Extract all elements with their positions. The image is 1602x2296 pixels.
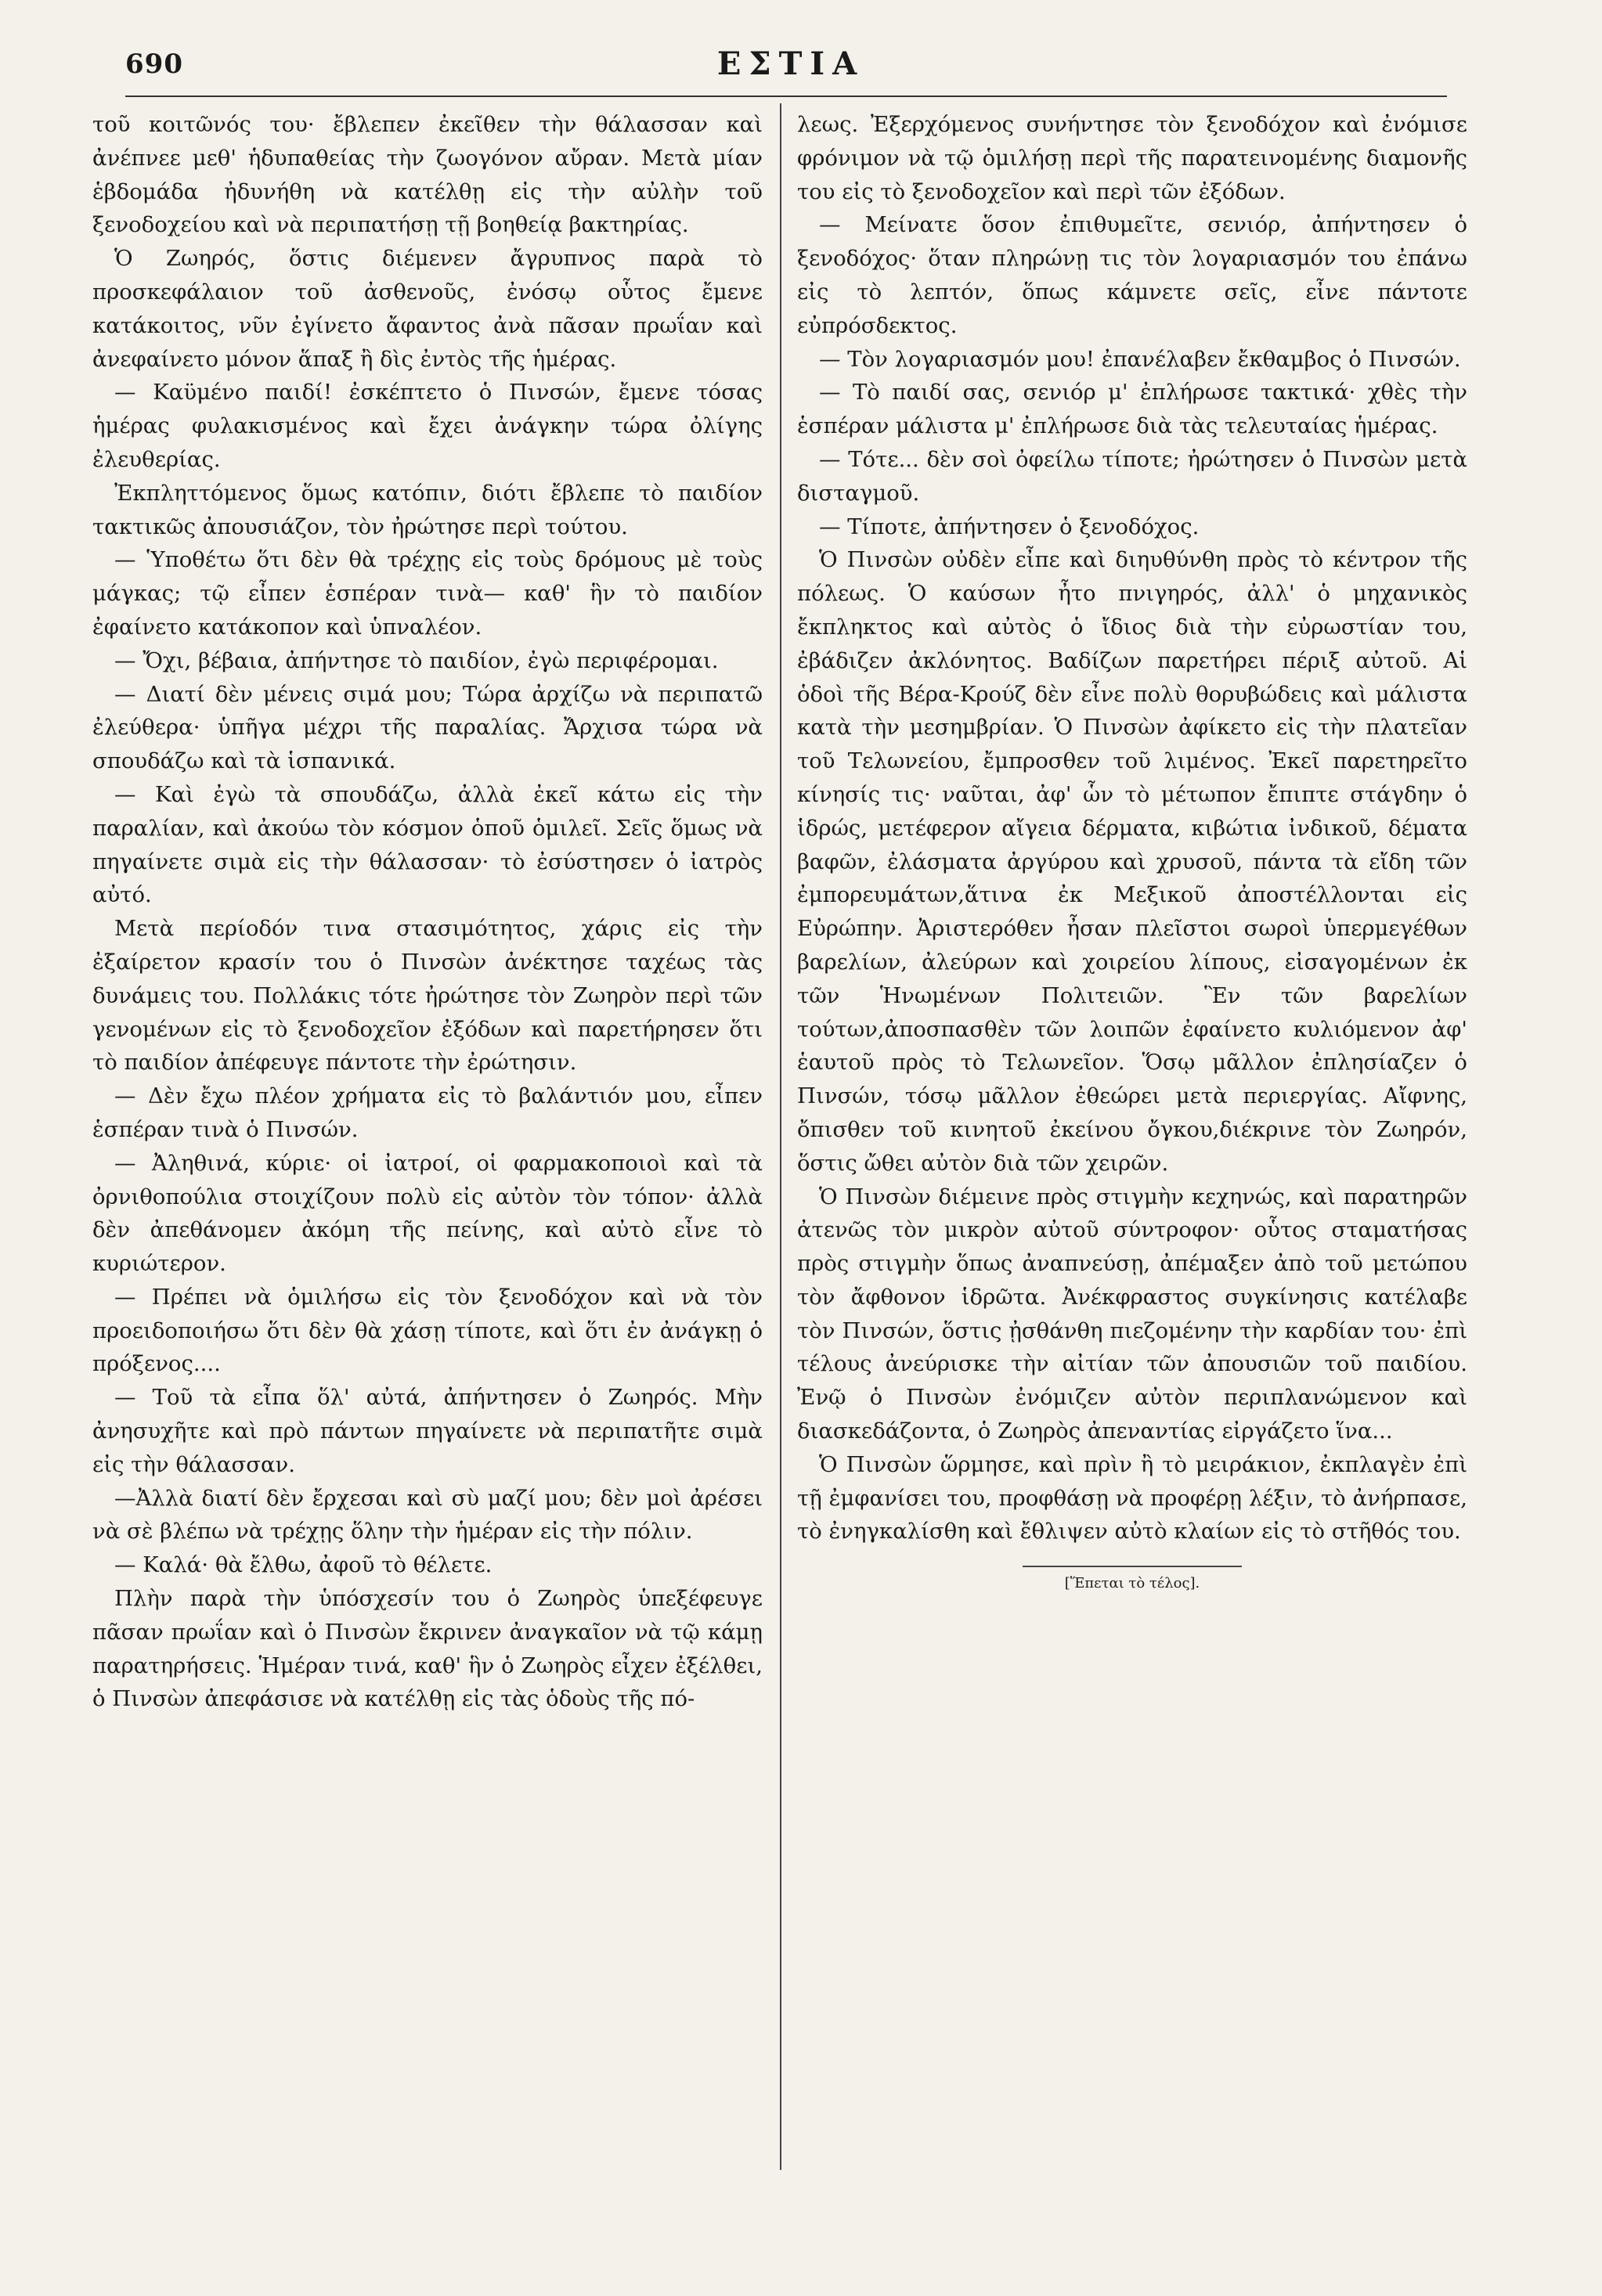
paragraph: Μετὰ περίοδόν τινα στασιμότητος, χάρις εἰς τὴν ἐξαίρετον κρασίν του ὁ Πινσὼν ἀνέκτησε ταχέως τὰς δυνάμεις του. Πολλάκις τότε ἠρώτησε τὸν Ζωηρὸν περὶ τῶν γενομένων εἰς τὸ ξενοδοχεῖον ἐξόδων καὶ παρετήρησεν ὅτι τὸ παιδίον ἀπέφευγε πάντοτε τὴν ἐρώτησιν.	[92, 916, 763, 1076]
page-header	[125, 41, 1456, 96]
continuation-note: [Ἕπεται τὸ τέλος].	[1064, 1575, 1200, 1592]
paragraph: Ὁ Ζωηρός, ὅστις διέμενεν ἄγρυπνος παρὰ τὸ προσκεφάλαιον τοῦ ἀσθενοῦς, ἐνόσῳ οὗτος ἔμενε κατάκοιτος, νῦν ἐγίνετο ἄφαντος ἀνὰ πᾶσαν πρωΐαν καὶ ἀνεφαίνετο μόνον ἅπαξ ἢ δὶς ἐντὸς τῆς ἡμέρας.	[92, 246, 763, 372]
right-column	[797, 108, 1467, 2269]
header-rule	[125, 96, 1447, 97]
paragraph: — Καλά· θὰ ἔλθω, ἀφοῦ τὸ θέλετε.	[114, 1552, 493, 1578]
paragraph: — Διατί δὲν μένεις σιμά μου; Τώρα ἀρχίζω νὰ περιπατῶ ἐλεύθερα· ὑπῆγα μέχρι τῆς παραλίας. Ἄρχισα τώρα νὰ σπουδάζω καὶ τὰ ἱσπανικά.	[92, 681, 763, 774]
paragraph: — Τίποτε, ἀπήντησεν ὁ ξενοδόχος.	[819, 514, 1200, 539]
paragraph: — Πρέπει νὰ ὁμιλήσω εἰς τὸν ξενοδόχον καὶ νὰ τὸν προειδοποιήσω ὅτι δὲν θὰ χάσῃ τίποτε, καὶ ὅτι ἐν ἀνάγκῃ ὁ πρόξενος....	[92, 1284, 763, 1377]
paragraph: — Δὲν ἔχω πλέον χρήματα εἰς τὸ βαλάντιόν μου, εἶπεν ἑσπέραν τινὰ ὁ Πινσών.	[92, 1083, 763, 1142]
running-title: ΕΣΤΙΑ	[716, 45, 865, 82]
paragraph: τοῦ κοιτῶνός του· ἔβλεπεν ἐκεῖθεν τὴν θάλασσαν καὶ ἀνέπνεε μεθ' ἡδυπαθείας τὴν ζωογόνον αὔραν. Μετὰ μίαν ἑβδομάδα ἠδυνήθη νὰ κατέλθῃ εἰς τὴν αὐλὴν τοῦ ξενοδοχείου καὶ νὰ περιπατήσῃ τῇ βοηθείᾳ βακτηρίας.	[92, 112, 763, 238]
paragraph: — Μείνατε ὅσον ἐπιθυμεῖτε, σενιόρ, ἀπήντησεν ὁ ξενοδόχος· ὅταν πληρώνῃ τις τὸν λογαριασμόν του ἐπάνω εἰς τὸ λεπτόν, ὅπως κάμνετε σεῖς, εἶνε πάντοτε εὐπρόσδεκτος.	[797, 212, 1467, 338]
column-divider	[780, 103, 781, 2170]
paragraph: — Τότε... δὲν σοὶ ὀφείλω τίποτε; ἠρώτησεν ὁ Πινσὼν μετὰ δισταγμοῦ.	[797, 446, 1467, 506]
paragraph: — Καὶ ἐγὼ τὰ σπουδάζω, ἀλλὰ ἐκεῖ κάτω εἰς τὴν παραλίαν, καὶ ἀκούω τὸν κόσμον ὁποῦ ὁμιλεῖ. Σεῖς ὅμως νὰ πηγαίνετε σιμὰ εἰς τὴν θάλασσαν· τὸ ἐσύστησεν ὁ ἰατρὸς αὐτό.	[92, 781, 763, 908]
paragraph: — Ἀληθινά, κύριε· οἱ ἰατροί, οἱ φαρμακοποιοὶ καὶ τὰ ὀρνιθοπούλια στοιχίζουν πολὺ εἰς αὐτὸν τὸν τόπον· ἀλλὰ δὲν ἀπεθάνομεν ἀκόμη τῆς πείνης, καὶ αὐτὸ εἶνε τὸ κυριώτερον.	[92, 1150, 763, 1277]
paragraph: Ὁ Πινσὼν διέμεινε πρὸς στιγμὴν κεχηνώς, καὶ παρατηρῶν ἀτενῶς τὸν μικρὸν αὐτοῦ σύντροφον· οὗτος σταματήσας πρὸς στιγμὴν ὅπως ἀναπνεύσῃ, ἀπέμαξεν ἀπὸ τοῦ μετώπου τὸν ἄφθονον ἱδρῶτα. Ἀνέκφραστος συγκίνησις κατέλαβε τὸν Πινσών, ὅστις ᾐσθάνθη πιεζομένην τὴν καρδίαν του· ἐπὶ τέλους ἀνεύρισκε τὴν αἰτίαν τῶν ἀπουσιῶν τοῦ παιδίου. Ἐνῷ ὁ Πινσὼν ἐνόμιζεν αὐτὸν περιπλανώμενον καὶ διασκεδάζοντα, ὁ Ζωηρὸς ἀπεναντίας εἰργάζετο ἵνα...	[797, 1184, 1467, 1444]
paragraph: Πλὴν παρὰ τὴν ὑπόσχεσίν του ὁ Ζωηρὸς ὑπεξέφευγε πᾶσαν πρωΐαν καὶ ὁ Πινσὼν ἔκρινεν ἀναγκαῖον νὰ τῷ κάμῃ παρατηρήσεις. Ἡμέραν τινά, καθ' ἣν ὁ Ζωηρὸς εἶχεν ἐξέλθει, ὁ Πινσὼν ἀπεφάσισε νὰ κατέλθῃ εἰς τὰς ὁδοὺς τῆς πό-	[92, 1586, 763, 1712]
closing-rule	[1023, 1566, 1242, 1567]
page-number: 690	[125, 49, 183, 80]
paragraph: —Ἀλλὰ διατί δὲν ἔρχεσαι καὶ σὺ μαζί μου; δὲν μοὶ ἀρέσει νὰ σὲ βλέπω νὰ τρέχῃς ὅλην τὴν ἡμέραν εἰς τὴν πόλιν.	[92, 1485, 763, 1544]
paragraph: Ἐκπληττόμενος ὅμως κατόπιν, διότι ἔβλεπε τὸ παιδίον τακτικῶς ἀπουσιάζον, τὸν ἠρώτησε περὶ τούτου.	[92, 480, 763, 539]
paragraph: Ὁ Πινσὼν ὥρμησε, καὶ πρὶν ἢ τὸ μειράκιον, ἐκπλαγὲν ἐπὶ τῇ ἐμφανίσει του, προφθάσῃ νὰ προφέρῃ λέξιν, τὸ ἀνήρπασε, τὸ ἐνηγκαλίσθη καὶ ἔθλιψεν αὐτὸ κλαίων εἰς τὸ στῆθός του.	[797, 1451, 1467, 1544]
paragraph: — Τὸν λογαριασμόν μου! ἐπανέλαβεν ἔκθαμβος ὁ Πινσών.	[819, 346, 1461, 372]
paragraph: — Τὸ παιδί σας, σενιόρ μ' ἐπλήρωσε τακτικά· χθὲς τὴν ἑσπέραν μάλιστα μ' ἐπλήρωσε διὰ τὰς τελευταίας ἡμέρας.	[797, 380, 1467, 439]
paragraph: — Τοῦ τὰ εἶπα ὅλ' αὐτά, ἀπήντησεν ὁ Ζωηρός. Μὴν ἀνησυχῆτε καὶ πρὸ πάντων πηγαίνετε νὰ περιπατῆτε σιμὰ εἰς τὴν θάλασσαν.	[92, 1385, 763, 1477]
paragraph: λεως. Ἐξερχόμενος συνήντησε τὸν ξενοδόχον καὶ ἐνόμισε φρόνιμον νὰ τῷ ὁμιλήσῃ περὶ τῆς παρατεινομένης διαμονῆς του εἰς τὸ ξενοδοχεῖον καὶ περὶ τῶν ἐξόδων.	[797, 112, 1467, 204]
paragraph: — Ὄχι, βέβαια, ἀπήντησε τὸ παιδίον, ἐγὼ περιφέρομαι.	[114, 647, 719, 673]
left-column	[92, 108, 763, 2269]
paragraph: — Ὑποθέτω ὅτι δὲν θὰ τρέχῃς εἰς τοὺς δρόμους μὲ τοὺς μάγκας; τῷ εἶπεν ἑσπέραν τινὰ— καθ' ἣν τὸ παιδίον ἐφαίνετο κατάκοπον καὶ ὑπναλέον.	[92, 547, 763, 640]
paragraph: — Καϋμένο παιδί! ἐσκέπτετο ὁ Πινσών, ἔμενε τόσας ἡμέρας φυλακισμένος καὶ ἔχει ἀνάγκην τώρα ὀλίγης ἐλευθερίας.	[92, 380, 763, 472]
paragraph: Ὁ Πινσὼν οὐδὲν εἶπε καὶ διηυθύνθη πρὸς τὸ κέντρον τῆς πόλεως. Ὁ καύσων ἦτο πνιγηρός, ἀλλ' ὁ μηχανικὸς ἔκπληκτος καὶ αὐτὸς ὁ ἴδιος διὰ τὴν εὐρωστίαν του, ἐβάδιζεν ἀκλόνητος. Βαδίζων παρετήρει πέριξ αὐτοῦ. Αἱ ὁδοὶ τῆς Βέρα-Κρούζ δὲν εἶνε πολὺ θορυβώδεις καὶ μάλιστα κατὰ τὴν μεσημβρίαν. Ὁ Πινσὼν ἀφίκετο εἰς τὴν πλατεῖαν τοῦ Τελωνείου, ἔμπροσθεν τοῦ λιμένος. Ἐκεῖ παρετηρεῖτο κίνησίς τις· ναῦται, ἀφ' ὧν τὸ μέτωπον ἔπιπτε στάγδην ὁ ἱδρώς, μετέφερον αἴγεια δέρματα, κιβώτια ἰνδικοῦ, δέματα βαφῶν, ἐλάσματα ἀργύρου καὶ χρυσοῦ, πάντα τὰ εἴδη τῶν ἐμπορευμάτων,ἅτινα ἐκ Μεξικοῦ ἀποστέλλονται εἰς Εὐρώπην. Ἀριστερόθεν ἦσαν πλεῖστοι σωροὶ ὑπερμεγέθων βαρελίων, ἀλεύρων καὶ χοιρείου λίπους, εἰσαγομένων ἐκ τῶν Ἡνωμένων Πολιτειῶν. Ἓν τῶν βαρελίων τούτων,ἀποσπασθὲν τῶν λοιπῶν ἐφαίνετο κυλιόμενον ἀφ' ἑαυτοῦ πρὸς τὸ Τελωνεῖον. Ὅσῳ μᾶλλον ἐπλησίαζεν ὁ Πινσών, τόσῳ μᾶλλον ἐθεώρει μετὰ περιεργίας. Αἴφνης, ὄπισθεν τοῦ κινητοῦ ἐκείνου ὄγκου,διέκρινε τὸν Ζωηρόν, ὅστις ὤθει αὐτὸν διὰ τῶν χειρῶν.	[797, 547, 1467, 1176]
